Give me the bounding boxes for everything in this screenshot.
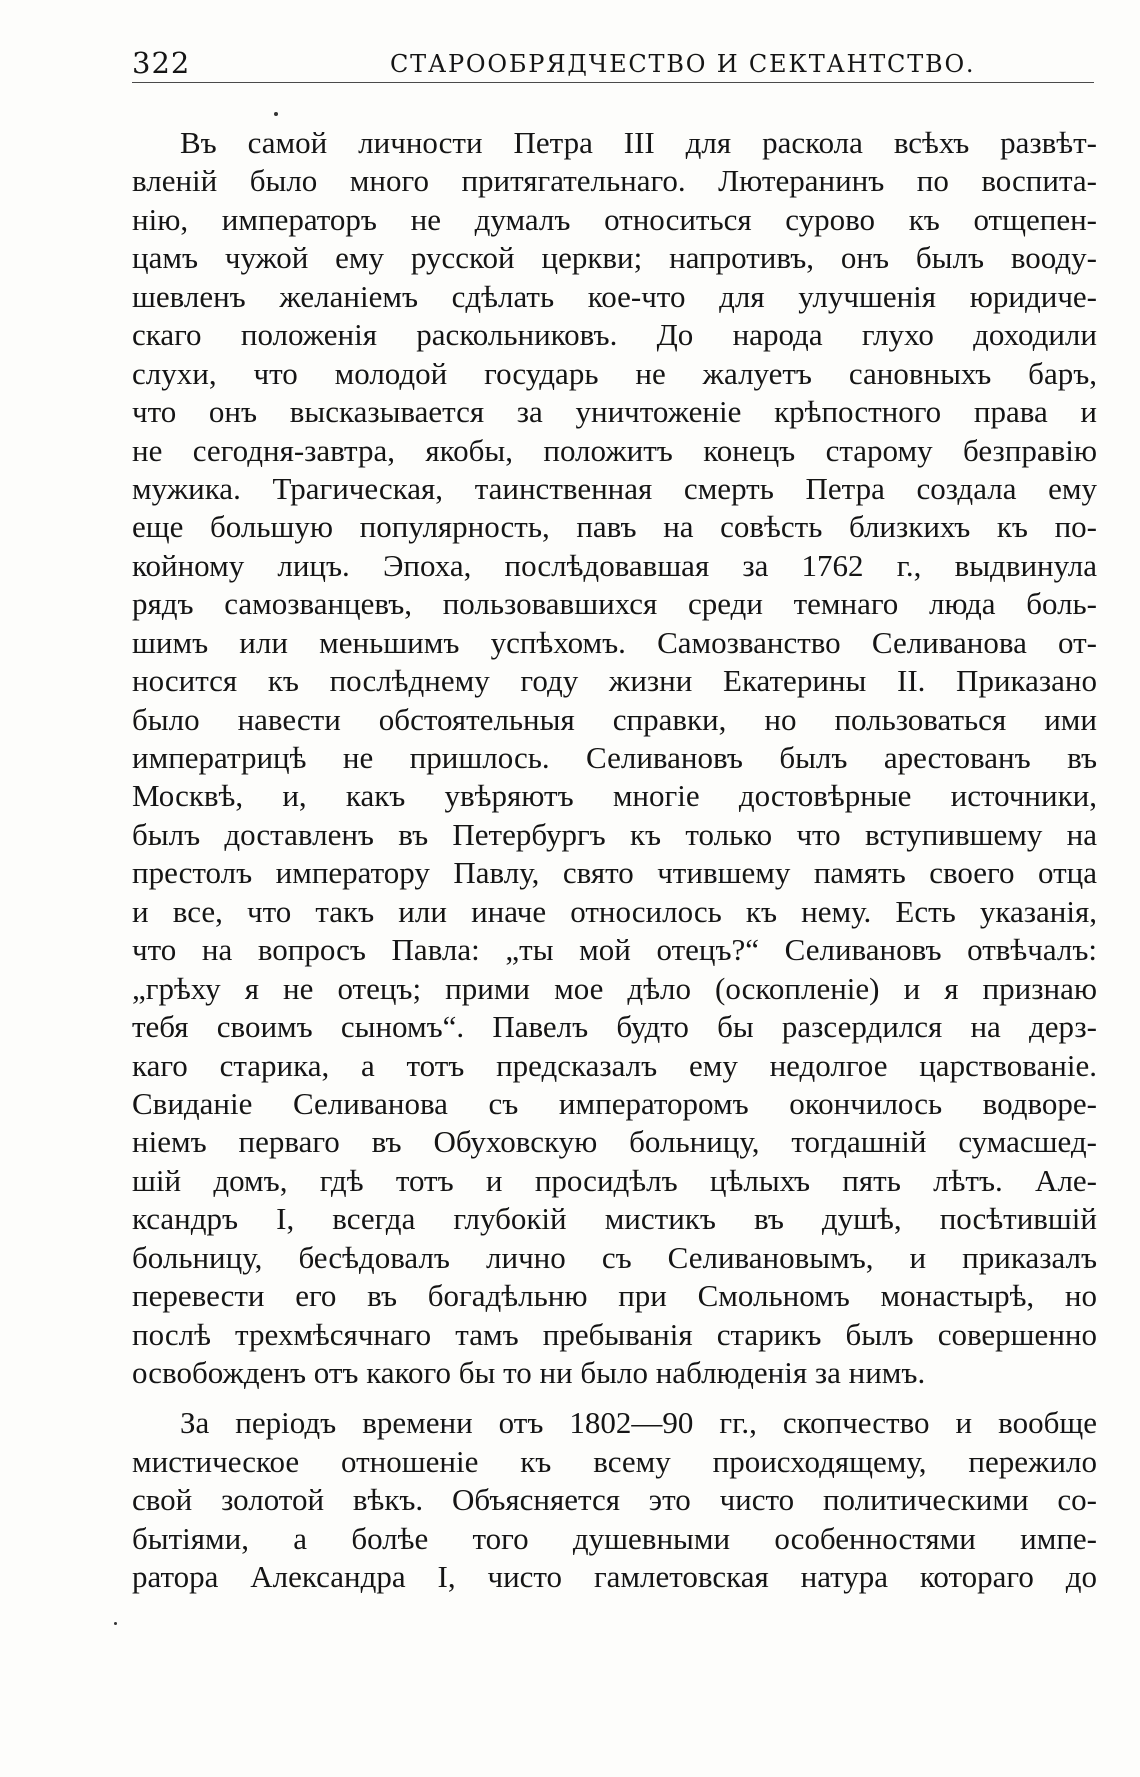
text-line: скаго положенія раскольниковъ. До народа глухо доходили — [132, 317, 1097, 353]
text-line: шевленъ желаніемъ сдѣлать кое-что для улучшенія юридиче- — [132, 278, 1097, 314]
text-line: шій домъ, гдѣ тотъ и просидѣлъ цѣлыхъ пять лѣтъ. Але- — [132, 1162, 1097, 1198]
stray-ink-mark — [274, 112, 278, 116]
text-line: каго старика, а тотъ предсказалъ ему недолгое царствованіе. — [132, 1047, 1097, 1083]
text-line: тебя своимъ сыномъ“. Павелъ будто бы разсердился на дерз- — [132, 1009, 1097, 1045]
text-line: Свиданіе Селиванова съ императоромъ окончилось водворе- — [132, 1085, 1097, 1121]
text-line: императрицѣ не пришлось. Селивановъ былъ арестованъ въ — [132, 740, 1097, 775]
text-line: было навести обстоятельныя справки, но пользоваться ими — [132, 701, 1097, 737]
paragraph-2 — [132, 1404, 1097, 1596]
text-line: шимъ или меньшимъ успѣхомъ. Самозванство Селиванова от- — [132, 624, 1097, 660]
text-line: престолъ императору Павлу, свято чтившему память своего отца — [132, 855, 1097, 891]
text-line: слухи, что молодой государь не жалуетъ сановныхъ баръ, — [132, 355, 1097, 391]
text-line: ратора Александра I, чисто гамлетовская натура котораго до — [132, 1559, 1097, 1595]
text-line: мистическое отношеніе къ всему происходящему, пережило — [132, 1443, 1097, 1479]
text-line: больницу, бесѣдовалъ лично съ Селивановымъ, и приказалъ — [132, 1239, 1097, 1275]
paragraph-1 — [132, 124, 1097, 1392]
page-number: 322 — [132, 46, 191, 80]
text-line: не сегодня-завтра, якобы, положитъ конецъ старому безправію — [132, 432, 1097, 468]
text-line: цамъ чужой ему русской церкви; напротивъ, онъ былъ вооду- — [132, 240, 1097, 276]
text-line: мужика. Трагическая, таинственная смерть Петра создала ему — [132, 470, 1097, 506]
text-line: За періодъ времени отъ 1802—90 гг., скопчество и вообще — [180, 1405, 1097, 1441]
stray-ink-mark — [114, 1622, 117, 1625]
text-line: и все, что такъ или иначе относилось къ нему. Есть указанія, — [132, 893, 1097, 929]
text-line: нію, императоръ не думалъ относиться сурово къ отщепен- — [132, 201, 1097, 237]
text-line: послѣ трехмѣсячнаго тамъ пребыванія старикъ былъ совершенно — [132, 1316, 1097, 1352]
header-rule — [132, 82, 1094, 83]
text-line: Въ самой личности Петра III для раскола всѣхъ развѣт- — [180, 125, 1097, 160]
text-line: ксандръ I, всегда глубокій мистикъ въ душѣ, посѣтившій — [132, 1201, 1097, 1237]
text-line: перевести его въ богадѣльню при Смольномъ монастырѣ, но — [132, 1278, 1097, 1314]
text-line: Москвѣ, и, какъ увѣряютъ многіе достовѣрные источники, — [132, 778, 1097, 814]
running-title: СТАРООБРЯДЧЕСТВО И СЕКТАНТСТВО. — [390, 50, 976, 78]
text-line: рядъ самозванцевъ, пользовавшихся среди темнаго люда боль- — [132, 586, 1097, 622]
text-line: ніемъ перваго въ Обуховскую больницу, тогдашній сумасшед- — [132, 1124, 1097, 1160]
text-line: „грѣху я не отецъ; прими мое дѣло (оскопленіе) и я признаю — [132, 970, 1097, 1006]
text-line: еще большую популярность, павъ на совѣсть близкихъ къ по- — [132, 509, 1097, 545]
text-line: носится къ послѣднему году жизни Екатерины II. Приказано — [132, 663, 1097, 699]
text-line: койному лицъ. Эпоха, послѣдовавшая за 1762 г., выдвинула — [132, 547, 1097, 583]
text-line: вленій было много притягательнаго. Лютеранинъ по воспита- — [132, 163, 1097, 199]
paragraph-gap — [132, 1392, 1097, 1404]
body-text — [132, 124, 1097, 1597]
text-line: освобожденъ отъ какого бы то ни было наблюденія за нимъ. — [132, 1355, 926, 1390]
page-header — [132, 40, 1100, 80]
text-line: свой золотой вѣкъ. Объясняется это чисто политическими со- — [132, 1482, 1097, 1518]
text-line: былъ доставленъ въ Петербургъ къ только что вступившему на — [132, 816, 1097, 852]
text-line: что онъ высказывается за уничтоженіе крѣпостного права и — [132, 394, 1097, 430]
text-line: бытіями, а болѣе того душевными особенностями импе- — [132, 1520, 1097, 1556]
text-line: что на вопросъ Павла: „ты мой отецъ?“ Селивановъ отвѣчалъ: — [132, 932, 1097, 968]
